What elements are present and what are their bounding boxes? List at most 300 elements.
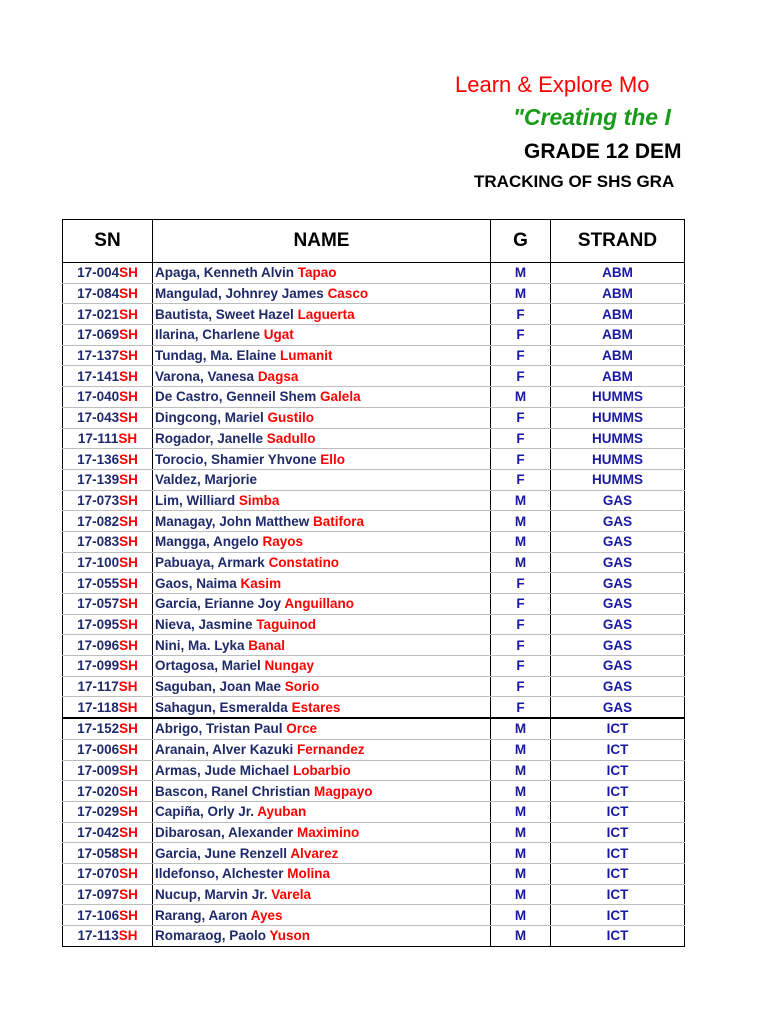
cell-name	[153, 366, 491, 387]
table-row	[63, 366, 685, 387]
table-row	[63, 531, 685, 552]
cell-gender: M	[491, 511, 551, 532]
student-middle-name: Anguillano	[284, 596, 355, 612]
cell-sn	[63, 614, 153, 635]
cell-strand: GAS	[551, 490, 685, 511]
cell-name	[153, 345, 491, 366]
cell-gender: F	[491, 428, 551, 449]
student-middle-name: Kasim	[240, 575, 282, 591]
cell-sn	[63, 573, 153, 594]
cell-name	[153, 614, 491, 635]
student-name: De Castro, Genneil Shem	[155, 389, 321, 405]
cell-sn	[63, 905, 153, 926]
student-name: Lim, Williard	[155, 492, 239, 508]
cell-strand: ABM	[551, 263, 685, 284]
cell-strand: GAS	[551, 594, 685, 615]
cell-strand: HUMMS	[551, 387, 685, 408]
cell-gender: M	[491, 552, 551, 573]
cell-sn	[63, 428, 153, 449]
table-row	[63, 697, 685, 718]
table-row	[63, 263, 685, 284]
sn-suffix: SH	[119, 596, 138, 612]
column-header-strand: STRAND	[551, 220, 685, 263]
student-middle-name: Banal	[248, 637, 286, 653]
sn-suffix: SH	[118, 928, 138, 944]
sn-suffix: SH	[119, 866, 138, 882]
sn-number: 17-137	[77, 348, 120, 364]
student-name: Nucup, Marvin Jr.	[155, 886, 272, 902]
cell-gender: M	[491, 387, 551, 408]
table-row	[63, 573, 685, 594]
cell-strand: ICT	[551, 718, 685, 739]
sn-number: 17-096	[77, 637, 120, 653]
cell-sn	[63, 531, 153, 552]
cell-strand: GAS	[551, 656, 685, 677]
sn-number: 17-136	[77, 451, 120, 467]
student-name: Valdez, Marjorie	[155, 472, 258, 488]
table-row	[63, 594, 685, 615]
cell-name	[153, 822, 491, 843]
cell-sn	[63, 407, 153, 428]
sn-suffix: SH	[119, 348, 138, 364]
cell-strand: ICT	[551, 739, 685, 760]
student-middle-name: Laguerta	[297, 306, 355, 322]
student-middle-name: Lobarbio	[293, 762, 351, 778]
cell-strand: GAS	[551, 531, 685, 552]
table-row	[63, 283, 685, 304]
cell-sn	[63, 863, 153, 884]
table-row	[63, 511, 685, 532]
student-name: Garcia, Erianne Joy	[155, 596, 285, 612]
cell-strand: ABM	[551, 283, 685, 304]
student-middle-name: Alvarez	[290, 845, 339, 861]
student-middle-name: Simba	[238, 492, 280, 508]
cell-gender: F	[491, 697, 551, 718]
sn-number: 17-106	[77, 907, 120, 923]
cell-name	[153, 469, 491, 490]
student-name: Torocio, Shamier Yhvone	[155, 451, 321, 467]
school-name-title: Learn & Explore Mo	[455, 72, 650, 97]
cell-gender: M	[491, 863, 551, 884]
student-middle-name: Gustilo	[267, 410, 315, 426]
sn-number: 17-084	[77, 286, 120, 302]
table-row	[63, 614, 685, 635]
cell-sn	[63, 304, 153, 325]
cell-gender: F	[491, 469, 551, 490]
cell-gender: F	[491, 304, 551, 325]
sn-suffix: SH	[119, 637, 138, 653]
table-row	[63, 822, 685, 843]
table-row	[63, 469, 685, 490]
student-name: Rarang, Aaron	[155, 907, 251, 923]
cell-sn	[63, 697, 153, 718]
sn-suffix: SH	[119, 783, 138, 799]
cell-gender: F	[491, 366, 551, 387]
student-name: Ildefonso, Alchester	[155, 866, 288, 882]
cell-sn	[63, 345, 153, 366]
student-name: Abrigo, Tristan Paul	[155, 721, 287, 737]
sn-number: 17-004	[77, 265, 120, 281]
cell-sn	[63, 490, 153, 511]
column-header-sn: SN	[63, 220, 153, 263]
sn-suffix: SH	[119, 845, 138, 861]
table-body	[63, 263, 685, 947]
sn-number: 17-100	[77, 554, 120, 570]
student-middle-name: Batifora	[313, 513, 365, 529]
cell-gender: F	[491, 407, 551, 428]
student-middle-name: Varela	[271, 886, 312, 902]
sn-number: 17-055	[77, 575, 120, 591]
table-row	[63, 781, 685, 802]
student-name: Dibarosan, Alexander	[155, 824, 298, 840]
sn-suffix: SH	[119, 534, 138, 550]
student-middle-name: Ayes	[250, 907, 283, 923]
cell-name	[153, 490, 491, 511]
cell-strand: GAS	[551, 552, 685, 573]
student-middle-name: Galela	[320, 389, 361, 405]
cell-gender: M	[491, 905, 551, 926]
school-motto: "Creating the I	[513, 104, 671, 130]
column-header-name: NAME	[153, 220, 491, 263]
student-name: Saguban, Joan Mae	[155, 679, 285, 695]
table-row	[63, 676, 685, 697]
sn-number: 17-083	[77, 534, 120, 550]
cell-name	[153, 283, 491, 304]
cell-gender: M	[491, 490, 551, 511]
student-middle-name: Sorio	[284, 679, 320, 695]
cell-sn	[63, 843, 153, 864]
student-name: Garcia, June Renzell	[155, 845, 291, 861]
cell-strand: HUMMS	[551, 407, 685, 428]
sn-number: 17-040	[77, 389, 120, 405]
cell-strand: HUMMS	[551, 449, 685, 470]
sn-number: 17-117	[77, 679, 119, 695]
sn-suffix: SH	[119, 762, 138, 778]
table-row	[63, 760, 685, 781]
tracking-subtitle: TRACKING OF SHS GRA	[474, 172, 675, 191]
table-row	[63, 739, 685, 760]
cell-strand: ICT	[551, 843, 685, 864]
student-middle-name: Sadullo	[266, 430, 316, 446]
student-middle-name: Ayuban	[257, 804, 307, 820]
sn-number: 17-029	[77, 804, 120, 820]
table-row	[63, 449, 685, 470]
cell-name	[153, 843, 491, 864]
cell-gender: M	[491, 822, 551, 843]
table-row	[63, 552, 685, 573]
sn-suffix: SH	[119, 742, 138, 758]
cell-strand: ABM	[551, 304, 685, 325]
cell-sn	[63, 449, 153, 470]
column-header-gender: G	[491, 220, 551, 263]
sn-suffix: SH	[119, 286, 138, 302]
cell-sn	[63, 552, 153, 573]
cell-name	[153, 760, 491, 781]
student-middle-name: Dagsa	[257, 368, 299, 384]
sn-suffix: SH	[119, 886, 138, 902]
cell-gender: M	[491, 801, 551, 822]
cell-strand: HUMMS	[551, 469, 685, 490]
sn-number: 17-141	[77, 368, 120, 384]
student-middle-name: Casco	[327, 286, 369, 302]
table-row	[63, 863, 685, 884]
cell-gender: M	[491, 531, 551, 552]
cell-gender: F	[491, 656, 551, 677]
table-row	[63, 428, 685, 449]
cell-gender: F	[491, 676, 551, 697]
sn-suffix: SH	[119, 554, 138, 570]
sn-number: 17-097	[77, 886, 120, 902]
student-name: Dingcong, Mariel	[155, 410, 268, 426]
student-middle-name: Magpayo	[314, 783, 373, 799]
sn-suffix: SH	[119, 368, 138, 384]
table-row	[63, 325, 685, 346]
cell-gender: F	[491, 325, 551, 346]
table-row	[63, 387, 685, 408]
cell-gender: M	[491, 718, 551, 739]
cell-sn	[63, 283, 153, 304]
cell-sn	[63, 594, 153, 615]
sn-number: 17-113	[77, 928, 119, 944]
sn-suffix: SH	[119, 575, 138, 591]
sn-suffix: SH	[119, 306, 138, 322]
sn-number: 17-082	[77, 513, 120, 529]
student-middle-name: Rayos	[262, 534, 304, 550]
cell-sn	[63, 635, 153, 656]
cell-sn	[63, 366, 153, 387]
sn-suffix: SH	[119, 513, 138, 529]
cell-name	[153, 325, 491, 346]
cell-name	[153, 801, 491, 822]
student-middle-name: Ugat	[263, 327, 294, 343]
table-row	[63, 843, 685, 864]
student-name: Ilarina, Charlene	[155, 327, 264, 343]
sn-number: 17-006	[77, 742, 120, 758]
table-row	[63, 304, 685, 325]
sn-suffix: SH	[119, 410, 138, 426]
cell-sn	[63, 822, 153, 843]
cell-name	[153, 781, 491, 802]
sn-suffix: SH	[119, 824, 138, 840]
student-middle-name: Maximino	[297, 824, 360, 840]
sn-number: 17-139	[77, 472, 120, 488]
cell-gender: F	[491, 635, 551, 656]
cell-sn	[63, 801, 153, 822]
sn-suffix: SH	[119, 721, 138, 737]
cell-name	[153, 573, 491, 594]
table-row	[63, 635, 685, 656]
student-name: Bautista, Sweet Hazel	[155, 306, 298, 322]
cell-strand: HUMMS	[551, 428, 685, 449]
sn-suffix: SH	[118, 699, 138, 715]
cell-sn	[63, 760, 153, 781]
cell-gender: F	[491, 449, 551, 470]
cell-name	[153, 635, 491, 656]
sn-number: 17-021	[77, 306, 120, 322]
table-row	[63, 656, 685, 677]
cell-name	[153, 552, 491, 573]
student-middle-name: Molina	[287, 866, 331, 882]
sn-number: 17-043	[77, 410, 120, 426]
cell-gender: M	[491, 760, 551, 781]
student-name: Nieva, Jasmine	[155, 617, 257, 633]
sn-suffix: SH	[119, 327, 138, 343]
cell-gender: M	[491, 843, 551, 864]
cell-strand: GAS	[551, 614, 685, 635]
student-middle-name: Nungay	[264, 658, 315, 674]
cell-strand: ICT	[551, 905, 685, 926]
cell-gender: F	[491, 614, 551, 635]
cell-strand: ABM	[551, 345, 685, 366]
student-name: Gaos, Naima	[155, 575, 241, 591]
cell-sn	[63, 325, 153, 346]
student-name: Mangulad, Johnrey James	[155, 286, 328, 302]
student-name: Managay, John Matthew	[155, 513, 314, 529]
table-row	[63, 718, 685, 739]
cell-name	[153, 697, 491, 718]
cell-name	[153, 449, 491, 470]
sn-number: 17-073	[77, 492, 120, 508]
student-name: Armas, Jude Michael	[155, 762, 294, 778]
sn-number: 17-118	[77, 699, 119, 715]
sn-number: 17-070	[77, 866, 120, 882]
student-name: Tundag, Ma. Elaine	[155, 348, 281, 364]
cell-name	[153, 304, 491, 325]
student-name: Rogador, Janelle	[155, 430, 267, 446]
student-middle-name: Tapao	[297, 265, 337, 281]
sn-number: 17-042	[77, 824, 120, 840]
cell-strand: ABM	[551, 366, 685, 387]
table-row	[63, 926, 685, 947]
cell-gender: M	[491, 263, 551, 284]
student-name: Pabuaya, Armark	[155, 554, 269, 570]
cell-sn	[63, 781, 153, 802]
cell-sn	[63, 884, 153, 905]
sn-number: 17-057	[77, 596, 120, 612]
cell-gender: M	[491, 781, 551, 802]
sn-suffix: SH	[119, 907, 138, 923]
student-name: Aranain, Alver Kazuki	[155, 742, 298, 758]
cell-name	[153, 387, 491, 408]
student-name: Bascon, Ranel Christian	[155, 783, 315, 799]
sn-number: 17-111	[77, 430, 119, 446]
cell-name	[153, 863, 491, 884]
student-name: Capiña, Orly Jr.	[155, 804, 258, 820]
student-middle-name: Estares	[291, 699, 341, 715]
sn-suffix: SH	[118, 679, 138, 695]
table-row	[63, 884, 685, 905]
student-name: Ortagosa, Mariel	[155, 658, 265, 674]
cell-gender: M	[491, 283, 551, 304]
cell-name	[153, 718, 491, 739]
sn-number: 17-099	[77, 658, 120, 674]
student-name: Mangga, Angelo	[155, 534, 263, 550]
table-row	[63, 345, 685, 366]
cell-strand: ICT	[551, 801, 685, 822]
sn-suffix: SH	[119, 804, 138, 820]
cell-strand: GAS	[551, 676, 685, 697]
student-name: Romaraog, Paolo	[155, 928, 270, 944]
cell-gender: M	[491, 739, 551, 760]
student-name: Varona, Vanesa	[155, 368, 258, 384]
sn-suffix: SH	[119, 265, 138, 281]
cell-sn	[63, 387, 153, 408]
student-name: Nini, Ma. Lyka	[155, 637, 249, 653]
cell-strand: ICT	[551, 760, 685, 781]
cell-name	[153, 676, 491, 697]
cell-sn	[63, 718, 153, 739]
sn-number: 17-020	[77, 783, 120, 799]
cell-strand: GAS	[551, 635, 685, 656]
cell-sn	[63, 739, 153, 760]
table-row	[63, 905, 685, 926]
cell-strand: ICT	[551, 781, 685, 802]
cell-sn	[63, 511, 153, 532]
cell-name	[153, 511, 491, 532]
cell-sn	[63, 469, 153, 490]
sn-suffix: SH	[119, 389, 138, 405]
table-row	[63, 801, 685, 822]
cell-gender: F	[491, 345, 551, 366]
cell-strand: GAS	[551, 573, 685, 594]
cell-sn	[63, 676, 153, 697]
cell-gender: F	[491, 573, 551, 594]
table-row	[63, 490, 685, 511]
cell-name	[153, 428, 491, 449]
cell-name	[153, 531, 491, 552]
cell-name	[153, 594, 491, 615]
student-middle-name: Orce	[286, 721, 318, 737]
student-middle-name: Lumanit	[280, 348, 333, 364]
cell-name	[153, 884, 491, 905]
table-header-row	[63, 220, 685, 263]
sn-number: 17-095	[77, 617, 120, 633]
sn-suffix: SH	[119, 492, 138, 508]
sn-suffix: SH	[119, 451, 138, 467]
cell-sn	[63, 926, 153, 947]
cell-gender: M	[491, 926, 551, 947]
cell-gender: F	[491, 594, 551, 615]
cell-strand: GAS	[551, 511, 685, 532]
student-name: Apaga, Kenneth Alvin	[155, 265, 298, 281]
cell-sn	[63, 656, 153, 677]
grade-title: GRADE 12 DEM	[524, 140, 682, 163]
student-middle-name: Fernandez	[297, 742, 365, 758]
student-middle-name: Taguinod	[256, 617, 317, 633]
cell-strand: ICT	[551, 884, 685, 905]
cell-name	[153, 656, 491, 677]
cell-strand: ICT	[551, 863, 685, 884]
cell-strand: ICT	[551, 822, 685, 843]
sn-suffix: SH	[119, 472, 138, 488]
sn-number: 17-069	[77, 327, 120, 343]
sn-suffix: SH	[119, 658, 138, 674]
cell-name	[153, 739, 491, 760]
sn-number: 17-009	[77, 762, 120, 778]
cell-strand: ABM	[551, 325, 685, 346]
student-table	[62, 219, 685, 947]
cell-gender: M	[491, 884, 551, 905]
sn-number: 17-058	[77, 845, 120, 861]
cell-name	[153, 263, 491, 284]
cell-sn	[63, 263, 153, 284]
table-row	[63, 407, 685, 428]
cell-name	[153, 926, 491, 947]
student-name: Sahagun, Esmeralda	[155, 699, 292, 715]
cell-strand: GAS	[551, 697, 685, 718]
cell-name	[153, 905, 491, 926]
sn-suffix: SH	[119, 617, 138, 633]
